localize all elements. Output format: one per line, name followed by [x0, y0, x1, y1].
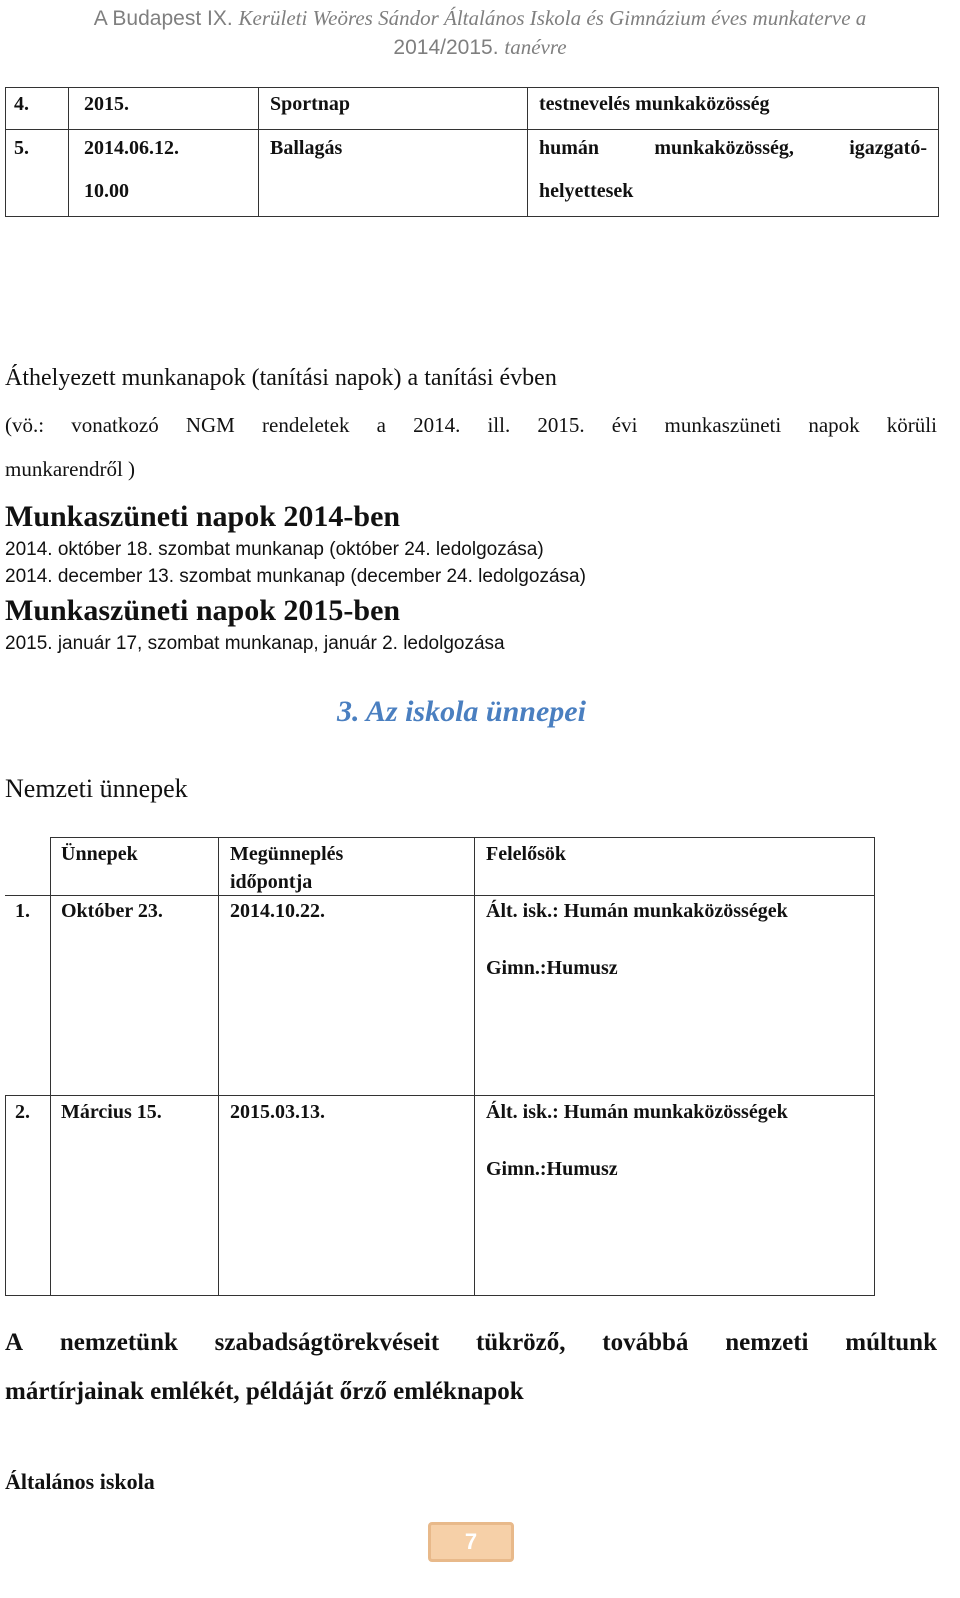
word: vonatkozó	[71, 413, 159, 437]
column-header-date-cont: időpontja	[230, 871, 313, 893]
header-title: Kerületi Weöres Sándor Általános Iskola és Gimnázium éves munkaterve a	[238, 6, 867, 30]
table-row-responsible-gimn: Gimn.:Humusz	[486, 957, 618, 979]
table-row-time: 10.00	[84, 180, 129, 202]
word: napok	[808, 413, 860, 437]
table-row-date: 2014.10.22.	[230, 900, 325, 922]
word: szabadságtörekvéseit	[214, 1329, 440, 1356]
holidays-2015-heading: Munkaszüneti napok 2015-ben	[5, 594, 401, 627]
table-row-responsible: testnevelés munkaközösség	[539, 93, 770, 115]
table-row-holiday: Március 15.	[61, 1101, 162, 1123]
table-row-num: 5.	[14, 137, 29, 159]
word: humán	[539, 137, 600, 159]
table-row-event: Sportnap	[270, 93, 351, 115]
word: a	[376, 413, 386, 437]
word: továbbá	[602, 1329, 689, 1356]
table-row-responsible: Ált. isk.: Humán munkaközösségek	[486, 900, 788, 922]
memorial-heading-cont: mártírjainak emlékét, példáját őrző emléknapok	[5, 1378, 524, 1405]
table-row-num: 1.	[15, 900, 30, 922]
word: rendeletek	[262, 413, 350, 437]
national-holidays-heading: Nemzeti ünnepek	[5, 774, 188, 803]
table-row-responsible: Ált. isk.: Humán munkaközösségek	[486, 1101, 788, 1123]
word: igazgató-	[849, 137, 927, 159]
holidays-2014-heading: Munkaszüneti napok 2014-ben	[5, 500, 401, 533]
holidays-2014-line: 2014. október 18. szombat munkanap (október 24. ledolgozása)	[5, 539, 544, 560]
table-row-responsible-gimn: Gimn.:Humusz	[486, 1158, 618, 1180]
column-header-responsible: Felelősök	[486, 843, 566, 865]
holidays-2014-line: 2014. december 13. szombat munkanap (december 24. ledolgozása)	[5, 566, 586, 587]
section-title: 3. Az iskola ünnepei	[337, 695, 586, 728]
word: NGM	[185, 413, 235, 437]
moved-days-heading: Áthelyezett munkanapok (tanítási napok) a tanítási évben	[5, 365, 557, 391]
word: A	[5, 1329, 24, 1356]
word: tükröző,	[475, 1329, 566, 1356]
table-row-date: 2015.03.13.	[230, 1101, 325, 1123]
table-row-date: 2015.	[84, 93, 129, 115]
header-year: 2014/2015.	[393, 36, 505, 59]
word: évi	[611, 413, 638, 437]
word: nemzetünk	[59, 1329, 178, 1356]
column-header-holiday: Ünnepek	[61, 843, 138, 865]
table-row-event: Ballagás	[270, 137, 343, 159]
word: ill.	[487, 413, 511, 437]
table-row-date: 2014.06.12.	[84, 137, 179, 159]
table-row-num: 2.	[15, 1101, 30, 1123]
general-school-heading: Általános iskola	[5, 1469, 155, 1494]
memorial-heading	[5, 1327, 937, 1359]
page-number: 7	[428, 1522, 514, 1562]
word: nemzeti	[725, 1329, 809, 1356]
table-row-responsible-cont: helyettesek	[539, 180, 634, 202]
header-prefix: A Budapest IX.	[93, 7, 239, 30]
column-header-date: Megünneplés	[230, 843, 344, 865]
moved-days-note-cont: munkarendről )	[5, 457, 136, 481]
table-row-holiday: Október 23.	[61, 900, 163, 922]
word: munkaszüneti	[664, 413, 782, 437]
header-tanevre: tanévre	[504, 35, 567, 59]
word: (vö.:	[5, 413, 45, 437]
word: múltunk	[845, 1329, 937, 1356]
holidays-2015-line: 2015. január 17, szombat munkanap, január 2. ledolgozása	[5, 633, 505, 654]
word: 2015.	[537, 413, 585, 437]
word: munkaközösség,	[654, 137, 794, 159]
word: körüli	[886, 413, 937, 437]
word: 2014.	[413, 413, 461, 437]
table-row-num: 4.	[14, 93, 29, 115]
